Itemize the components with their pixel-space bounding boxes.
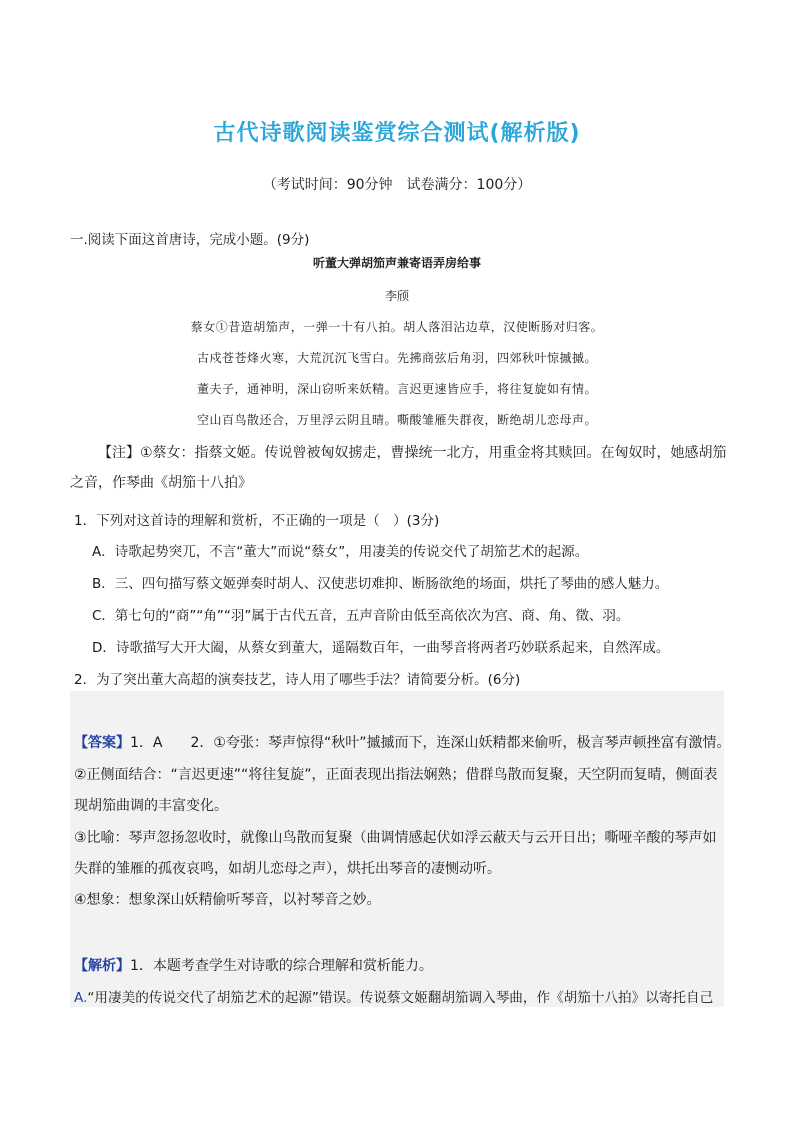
analysis-text: 1．本题考查学生对诗歌的综合理解和赏析能力。 xyxy=(130,958,433,974)
option-a: A．诗歌起势突兀，不言“董大”而说“蔡女”，用凄美的传说交代了胡笳艺术的起源。 xyxy=(92,544,589,560)
answer-line: ④想象：想象深山妖精偷听琴音，以衬琴音之妙。 xyxy=(74,892,381,908)
analysis-option-label: A. xyxy=(74,990,88,1006)
poem-note: 【注】①蔡女：指蔡文姬。传说曾被匈奴掳走，曹操统一北方，用重金将其赎回。在匈奴时，她感胡笳之音，作琴曲《胡笳十八拍》 xyxy=(70,445,727,491)
answer-line: 失群的雏雁的孤夜哀鸣，如胡儿恋母之声），烘托出琴音的凄恻动听。 xyxy=(74,861,501,877)
poem-line: 空山百鸟散还合，万里浮云阴且晴。嘶酸雏雁失群夜，断绝胡儿恋母声。 xyxy=(196,413,597,427)
analysis-line xyxy=(74,986,713,1006)
answer-line: 现胡笳曲调的丰富变化。 xyxy=(74,798,228,814)
poem-line: 古戍苍苍烽火寒，大荒沉沉飞雪白。先拂商弦后角羽，四郊秋叶惊摵摵。 xyxy=(196,351,597,365)
analysis-text: “用凄美的传说交代了胡笳艺术的起源”错误。传说蔡文姬翻胡笳调入琴曲，作《胡笳十八拍》以寄托自己 xyxy=(87,990,714,1006)
analysis-tag: 【解析】 xyxy=(74,958,130,974)
option-b: B．三、四句描写蔡文姬弹奏时胡人、汉使悲切难抑、断肠欲绝的场面，烘托了琴曲的感人魅力。 xyxy=(92,576,669,592)
page-title: 古代诗歌阅读鉴赏综合测试(解析版) xyxy=(213,121,581,146)
answer-tag: 【答案】 xyxy=(74,735,130,751)
section-heading: 一.阅读下面这首唐诗，完成小题。(9分) xyxy=(70,232,310,248)
question-1: 1．下列对这首诗的理解和赏析，不正确的一项是（ ）(3分) xyxy=(74,513,440,529)
answer-text: 1．A 2．①夸张：琴声惊得“秋叶”摵摵而下，连深山妖精都来偷听，极言琴声顿挫富有激情。 xyxy=(130,735,731,751)
option-d: D．诗歌描写大开大阖，从蔡女到董大，遥隔数百年，一曲琴音将两者巧妙联系起来，自然浑成。 xyxy=(92,640,670,656)
exam-info: （考试时间：90分钟 试卷满分：100分） xyxy=(262,177,532,193)
answer-line: ②正侧面结合：“言迟更速”“将往复旋”，正面表现出指法娴熟；借群鸟散而复聚，天空阴而复晴，侧面表 xyxy=(74,767,718,783)
poem-title: 听董大弹胡笳声兼寄语弄房给事 xyxy=(312,256,481,270)
analysis-line xyxy=(74,955,433,975)
poem-line: 蔡女①昔造胡笳声，一弹一十有八拍。胡人落泪沾边草，汉使断肠对归客。 xyxy=(190,320,604,334)
answer-line: ③比喻：琴声忽扬忽收时，就像山鸟散而复聚（曲调情感起伏如浮云蔽天与云开日出；嘶哑辛酸的琴声如 xyxy=(74,830,717,846)
option-c: C．第七句的“商”“角”“羽”属于古代五音，五声音阶由低至高依次为宫、商、角、徵、羽。 xyxy=(92,608,630,624)
poem-line: 董夫子，通神明，深山窃听来妖精。言迟更速皆应手，将往复旋如有情。 xyxy=(196,382,597,396)
question-2: 2．为了突出董大高超的演奏技艺，诗人用了哪些手法？请简要分析。(6分) xyxy=(74,672,521,688)
answer-line xyxy=(74,732,730,752)
poem-author: 李颀 xyxy=(384,289,409,303)
